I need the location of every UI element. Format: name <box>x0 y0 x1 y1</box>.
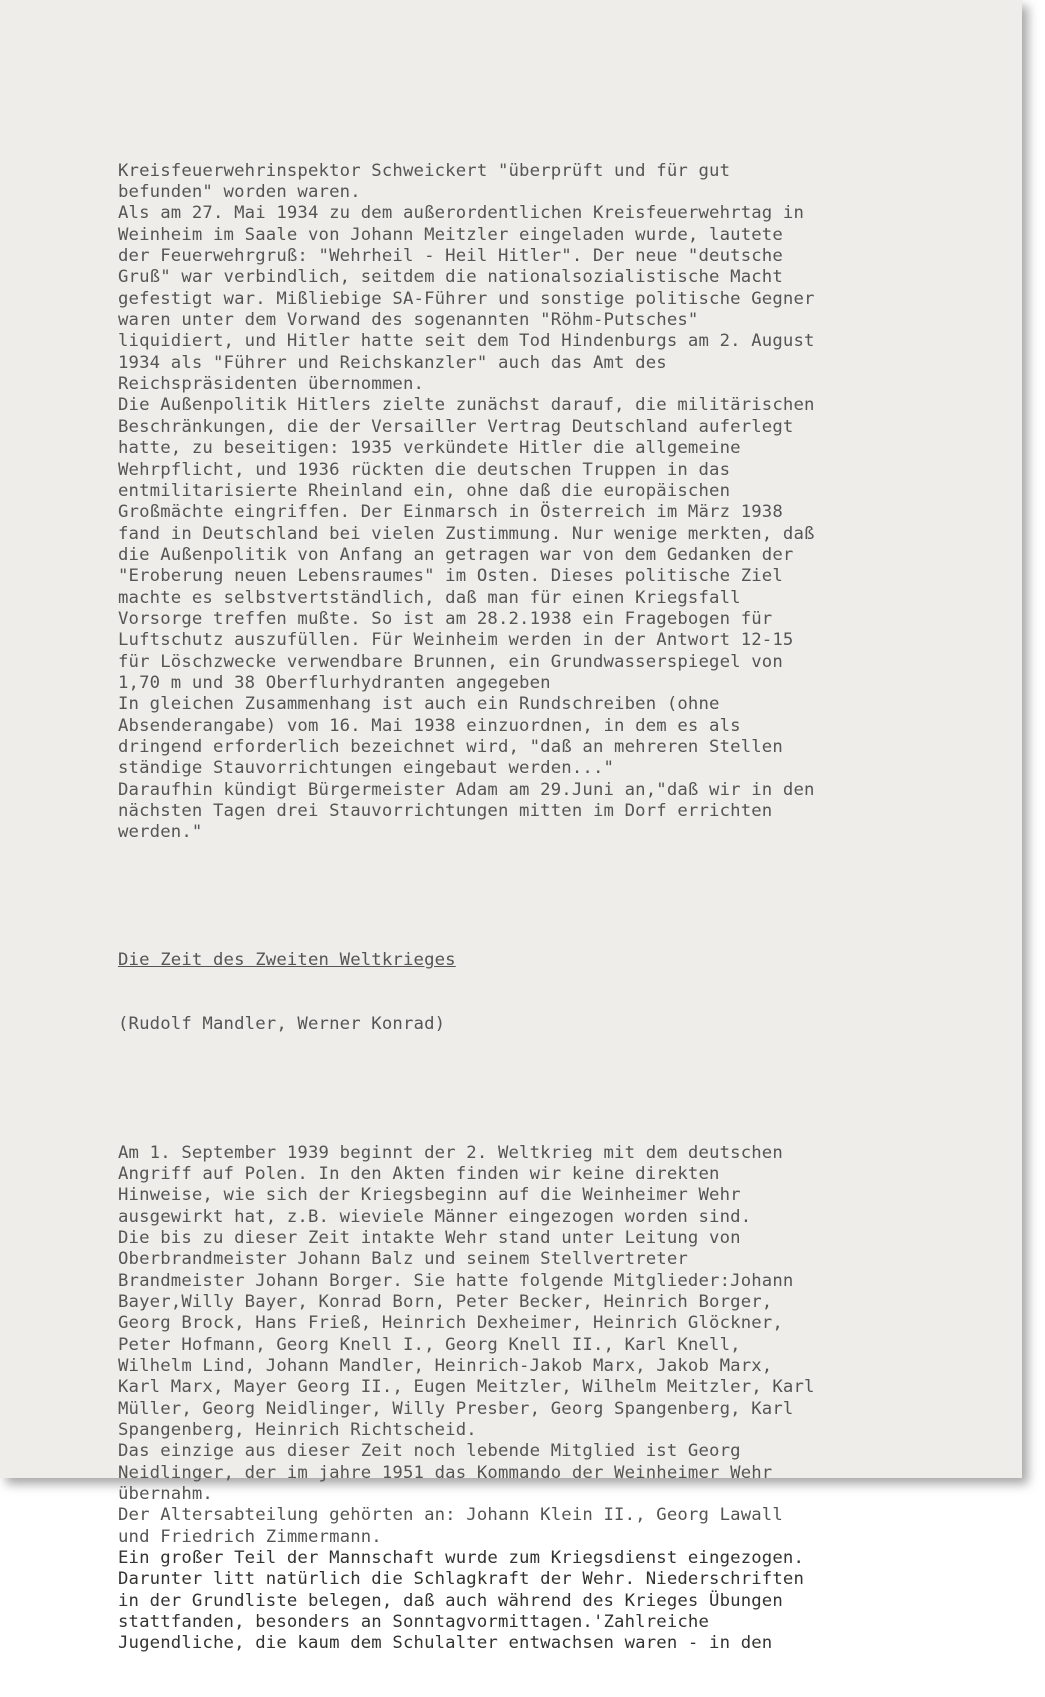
text-line: werden." <box>118 822 203 843</box>
text-line: Als am 27. Mai 1934 zu dem außerordentlichen Kreisfeuerwehrtag in <box>118 203 805 224</box>
text-line: Neidlinger, der im jahre 1951 das Kommando der Weinheimer Wehr <box>118 1462 773 1483</box>
text-line: Daraufhin kündigt Bürgermeister Adam am 29.Juni an,"daß wir in den <box>118 779 815 800</box>
text-line: In gleichen Zusammenhang ist auch ein Rundschreiben (ohne <box>118 694 720 715</box>
text-line: hatte, zu beseitigen: 1935 verkündete Hitler die allgemeine <box>118 438 741 459</box>
text-line: und Friedrich Zimmermann. <box>118 1526 382 1547</box>
blank-line <box>118 1078 998 1099</box>
text-line: Die bis zu dieser Zeit intakte Wehr stand unter Leitung von <box>118 1227 741 1248</box>
text-line: Vorsorge treffen mußte. So ist am 28.2.1938 ein Fragebogen für <box>118 608 773 629</box>
text-line: Der Altersabteilung gehörten an: Johann Klein II., Georg Lawall <box>118 1505 783 1526</box>
text-line: Oberbrandmeister Johann Balz und seinem Stellvertreter <box>118 1249 688 1270</box>
typewritten-text <box>118 118 998 1697</box>
text-line: Kreisfeuerwehrinspektor Schweickert "überprüft und für gut <box>118 160 731 181</box>
text-line: die Außenpolitik von Anfang an getragen war von dem Gedanken der <box>118 544 794 565</box>
section-paragraphs-2 <box>118 1143 998 1655</box>
text-line: Das einzige aus dieser Zeit noch lebende Mitglied ist Georg <box>118 1441 741 1462</box>
text-line: fand in Deutschland bei vielen Zustimmung. Nur wenige merkten, daß <box>118 523 815 544</box>
text-line: Hinweise, wie sich der Kriegsbeginn auf die Weinheimer Wehr <box>118 1185 741 1206</box>
text-line: Am 1. September 1939 beginnt der 2. Weltkrieg mit dem deutschen <box>118 1142 783 1163</box>
text-line: ständige Stauvorrichtungen eingebaut werden..." <box>118 758 615 779</box>
text-line: in der Grundliste belegen, daß auch während des Krieges Übungen <box>118 1590 783 1611</box>
text-line: Absenderangabe) vom 16. Mai 1938 einzuordnen, in dem es als <box>118 715 741 736</box>
text-line: Müller, Georg Neidlinger, Willy Presber, Georg Spangenberg, Karl <box>118 1398 794 1419</box>
text-line: machte es selbstvertständlich, daß man für einen Kriegsfall <box>118 587 741 608</box>
text-line: Karl Marx, Mayer Georg II., Eugen Meitzler, Wilhelm Meitzler, Karl <box>118 1377 815 1398</box>
text-line: für Löschzwecke verwendbare Brunnen, ein Grundwasserspiegel von <box>118 651 783 672</box>
text-line: dringend erforderlich bezeichnet wird, "daß an mehreren Stellen <box>118 736 783 757</box>
text-line: der Feuerwehrgruß: "Wehrheil - Heil Hitler". Der neue "deutsche <box>118 246 783 267</box>
text-line: 1,70 m und 38 Oberflurhydranten angegeben <box>118 672 551 693</box>
blank-line <box>118 886 998 907</box>
text-line: stattfanden, besonders an Sonntagvormittagen.'Zahlreiche <box>118 1612 710 1633</box>
text-line: "Eroberung neuen Lebensraumes" im Osten. Dieses politische Ziel <box>118 566 783 587</box>
text-line: Wehrpflicht, und 1936 rückten die deutschen Truppen in das <box>118 459 731 480</box>
text-line: übernahm. <box>118 1484 213 1504</box>
section-paragraphs-1 <box>118 161 998 844</box>
text-line: Reichspräsidenten übernommen. <box>118 374 425 395</box>
section-heading: Die Zeit des Zweiten Weltkrieges <box>118 950 456 971</box>
text-line: Beschränkungen, die der Versailler Vertrag Deutschland auferlegt <box>118 416 794 437</box>
text-line: entmilitarisierte Rheinland ein, ohne daß die europäischen <box>118 480 731 501</box>
text-line: nächsten Tagen drei Stauvorrichtungen mitten im Dorf errichten <box>118 801 773 821</box>
text-line: Georg Brock, Hans Frieß, Heinrich Dexheimer, Heinrich Glöckner, <box>118 1313 783 1334</box>
text-line: Darunter litt natürlich die Schlagkraft der Wehr. Niederschriften <box>118 1569 805 1590</box>
text-line: Spangenberg, Heinrich Richtscheid. <box>118 1419 477 1440</box>
text-line: Jugendliche, die kaum dem Schulalter entwachsen waren - in den <box>118 1633 773 1654</box>
text-line: Bayer,Willy Bayer, Konrad Born, Peter Becker, Heinrich Borger, <box>118 1291 773 1312</box>
text-line: Wilhelm Lind, Johann Mandler, Heinrich-Jakob Marx, Jakob Marx, <box>118 1355 773 1376</box>
text-line: Die Außenpolitik Hitlers zielte zunächst darauf, die militärischen <box>118 395 815 416</box>
text-line: Luftschutz auszufüllen. Für Weinheim werden in der Antwort 12-15 <box>118 630 794 651</box>
text-line: Weinheim im Saale von Johann Meitzler eingeladen wurde, lautete <box>118 224 783 245</box>
text-line: Brandmeister Johann Borger. Sie hatte folgende Mitglieder:Johann <box>118 1270 794 1291</box>
text-line: liquidiert, und Hitler hatte seit dem Tod Hindenburgs am 2. August <box>118 331 815 352</box>
section-authors: (Rudolf Mandler, Werner Konrad) <box>118 1014 446 1035</box>
text-line: Ein großer Teil der Mannschaft wurde zum Kriegsdienst eingezogen. <box>118 1548 805 1569</box>
text-line: 1934 als "Führer und Reichskanzler" auch das Amt des <box>118 352 667 373</box>
text-line: Großmächte eingriffen. Der Einmarsch in Österreich im März 1938 <box>118 502 783 523</box>
text-line: gefestigt war. Mißliebige SA-Führer und sonstige politische Gegner <box>118 288 815 309</box>
text-line: Gruß" war verbindlich, seitdem die nationalsozialistische Macht <box>118 267 783 288</box>
text-line: Angriff auf Polen. In den Akten finden wir keine direkten <box>118 1163 720 1184</box>
text-line: befunden" worden waren. <box>118 182 361 203</box>
text-line: waren unter dem Vorwand des sogenannten "Röhm-Putsches" <box>118 310 699 331</box>
text-line: ausgewirkt hat, z.B. wieviele Männer eingezogen worden sind. <box>118 1206 752 1227</box>
text-line: Peter Hofmann, Georg Knell I., Georg Knell II., Karl Knell, <box>118 1334 741 1355</box>
